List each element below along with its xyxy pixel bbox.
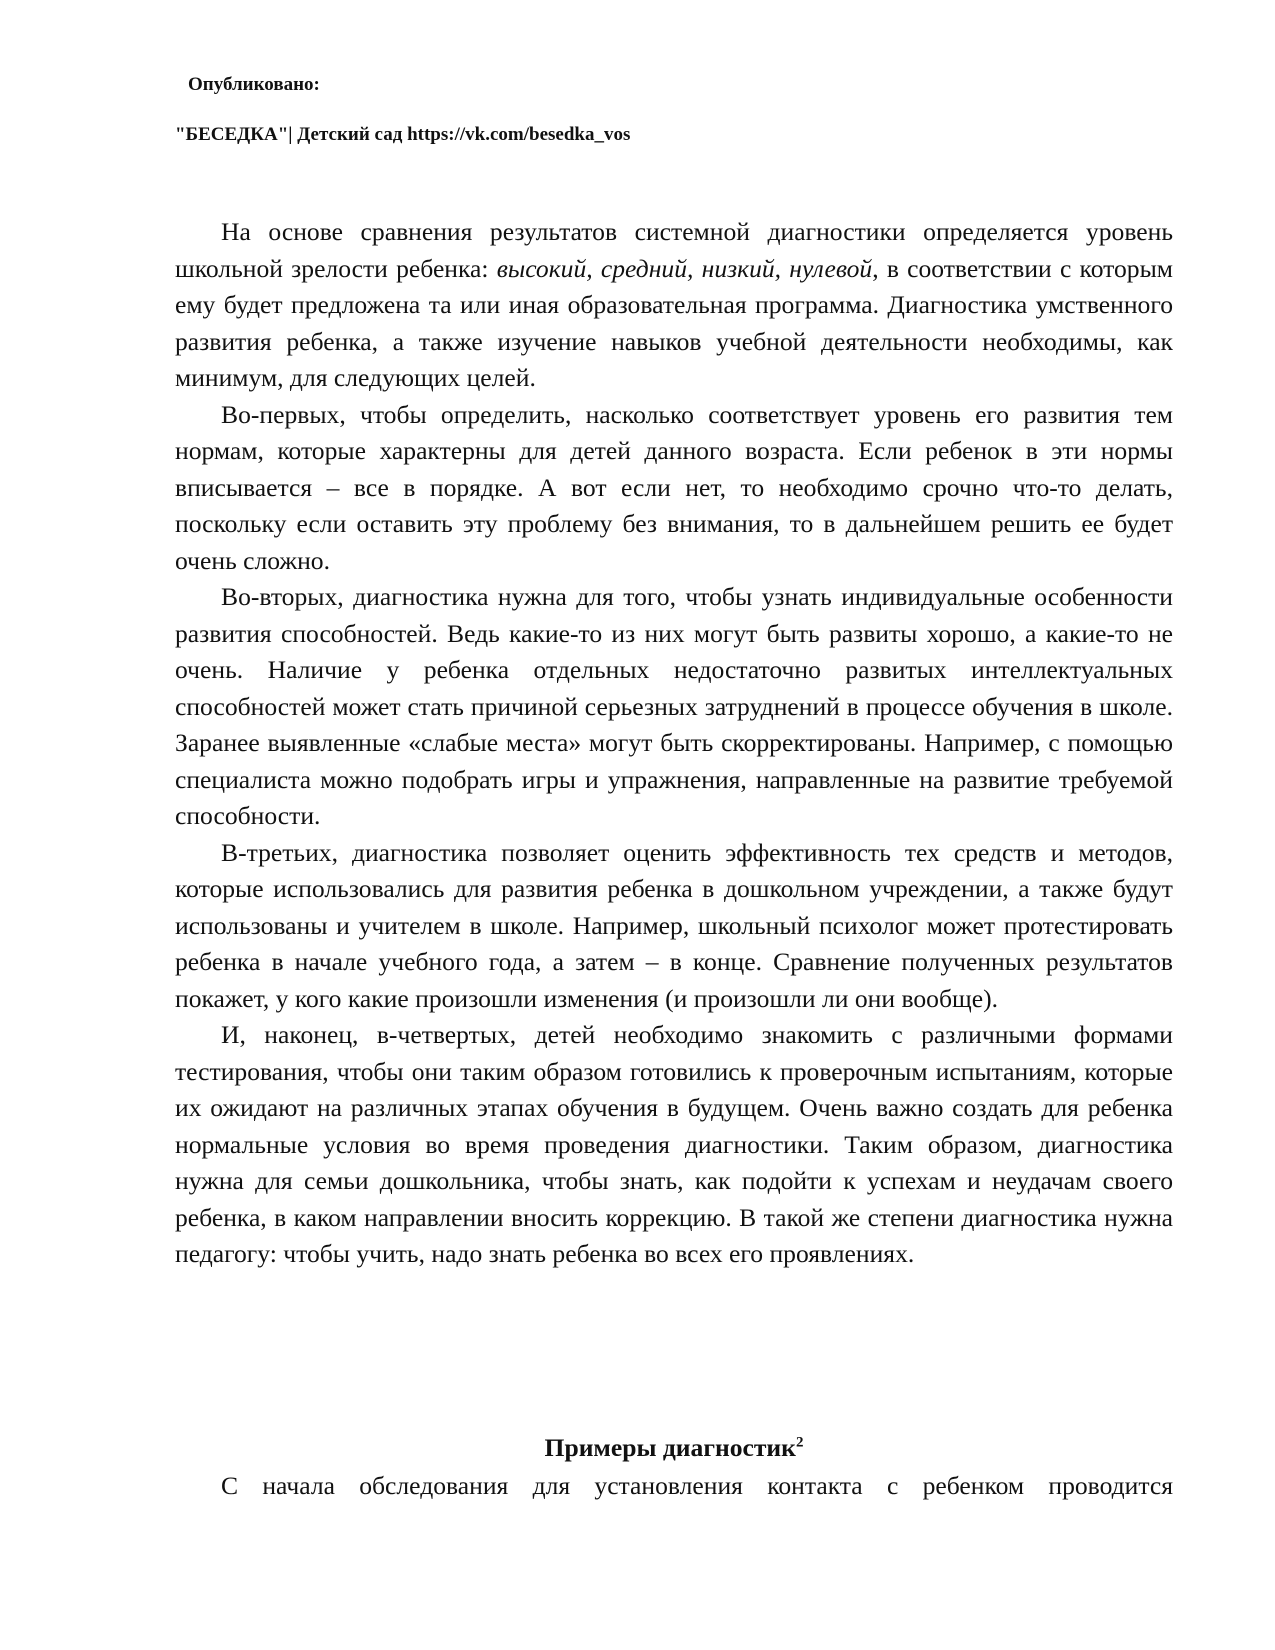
paragraph-1-start: На основе сравнения результатов системной диагностики определяется уровень школьной зрелости ребенка: <box>175 217 1173 283</box>
body-text <box>175 214 1173 1273</box>
school-readiness-levels: высокий, средний, низкий, нулевой <box>496 253 873 283</box>
section-heading <box>175 1430 1173 1466</box>
footnote-reference[interactable]: 2 <box>795 1434 804 1451</box>
paragraph-2: Во-первых, чтобы определить, насколько соответствует уровень его развития тем нормам, которые характерны для детей данного возраста. Если ребенок в эти нормы вписывается – все в порядке. А вот если нет, то необходимо срочно что-то делать, поскольку если оставить эту проблему без внимания, то в дальнейшем решить ее будет очень сложно. <box>175 399 1173 575</box>
paragraph-1 <box>175 214 1173 397</box>
paragraph-5: И, наконец, в-четвертых, детей необходимо знакомить с различными формами тестирования, чтобы они таким образом готовились к проверочным испытаниям, которые их ожидают на различных этапах обучения в будущем. Очень важно создать для ребенка нормальные условия во время проведения диагностики. Таким образом, диагностика нужна для семьи дошкольника, чтобы знать, как подойти к успехам и неудачам своего ребенка, в каком направлении вносить коррекцию. В такой же степени диагностика нужна педагогу: чтобы учить, надо знать ребенка во всех его проявлениях. <box>175 1020 1173 1268</box>
paragraph-4: В-третьих, диагностика позволяет оценить эффективность тех средств и методов, которые использовались для развития ребенка в дошкольном учреждении, а также будут использованы и учителем в школе. Например, школьный психолог может протестировать ребенка в начале учебного года, а затем – в конце. Сравнение полученных результатов покажет, у кого какие произошли изменения (и произошли ли они вообще). <box>175 837 1173 1013</box>
paragraph-1-end: , в соответствии с которым ему будет предложена та или иная образовательная программа. Диагностика умственного развития ребенка, а также изучение навыков учебной деятельности необходимы, как минимум, для следующих целей. <box>175 253 1173 392</box>
source-line: "БЕСЕДКА"| Детский сад https://vk.com/besedka_vos <box>175 124 631 145</box>
section-first-line: С начала обследования для установления контакта с ребенком проводится <box>221 1471 1173 1500</box>
section-heading-text: Примеры диагностик <box>544 1433 796 1462</box>
published-label: Опубликовано: <box>188 74 320 95</box>
paragraph-3: Во-вторых, диагностика нужна для того, чтобы узнать индивидуальные особенности развития способностей. Ведь какие-то из них могут быть развиты хорошо, а какие-то не очень. Наличие у ребенка отдельных недостаточно развитых интеллектуальных способностей может стать причиной серьезных затруднений в процессе обучения в школе. Заранее выявленные «слабые места» могут быть скорректированы. Например, с помощью специалиста можно подобрать игры и упражнения, направленные на развитие требуемой способности. <box>175 582 1173 830</box>
